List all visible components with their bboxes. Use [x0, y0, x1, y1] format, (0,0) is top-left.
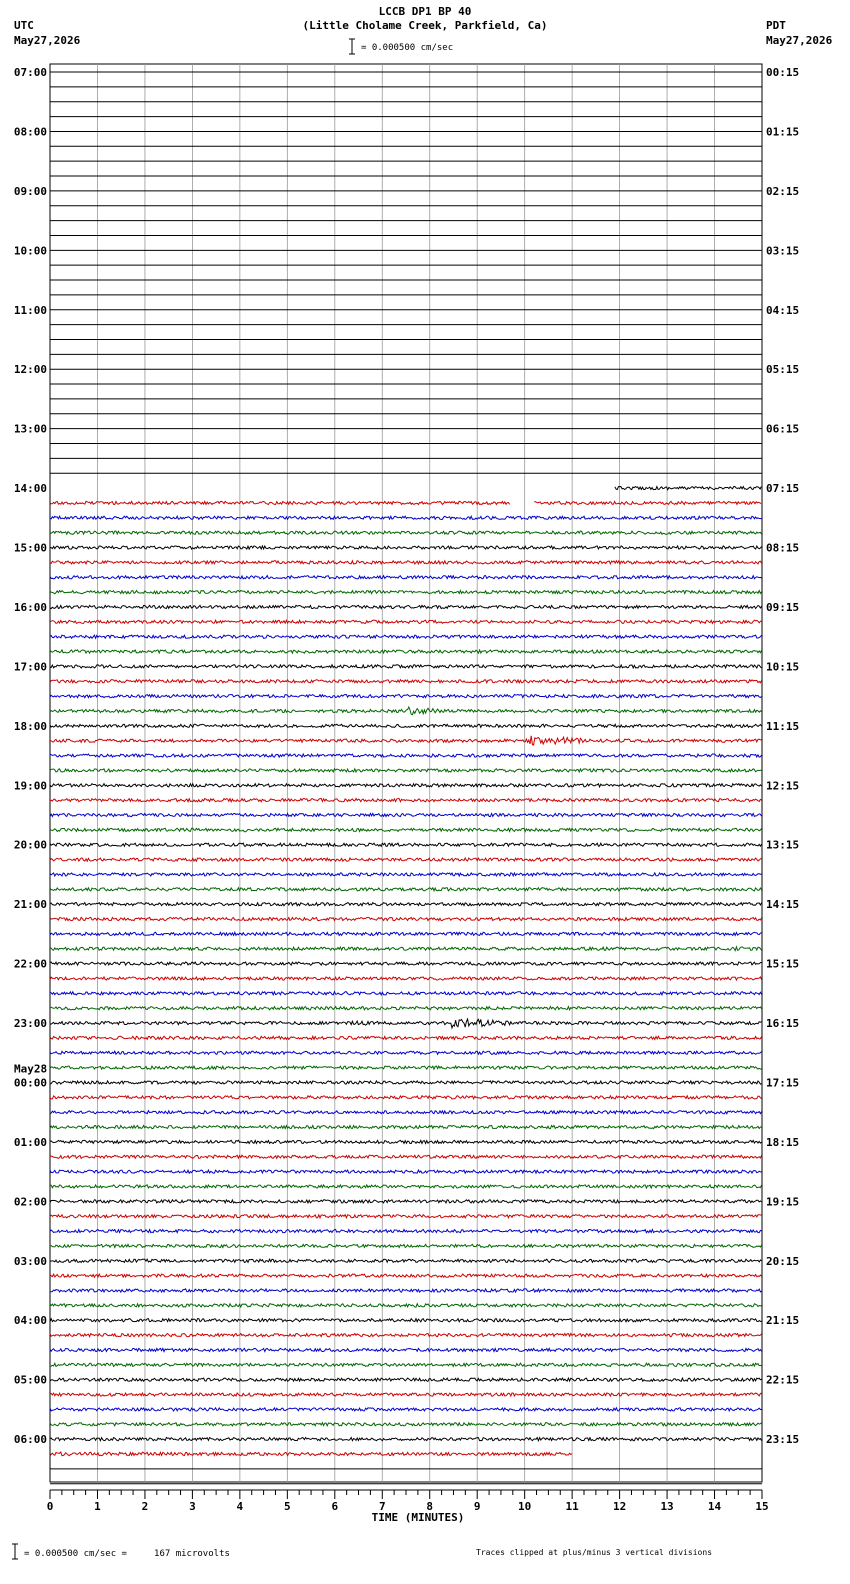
pdt-hour-label: 00:15	[766, 66, 800, 79]
utc-hour-label: 01:00	[13, 1135, 47, 1149]
utc-hour-label: 06:00	[13, 1433, 47, 1447]
utc-hour-label: 00:00	[13, 1076, 47, 1090]
utc-zone-label: UTC	[14, 19, 34, 32]
seismic-trace	[50, 516, 762, 519]
x-axis-title: TIME (MINUTES)	[371, 1511, 465, 1524]
pdt-hour-label: 10:15	[766, 660, 800, 674]
utc-hour-label: 12:00	[13, 363, 47, 377]
seismic-trace	[50, 665, 762, 668]
utc-hour-label: 23:00	[13, 1017, 47, 1031]
pdt-hour-label: 03:15	[766, 244, 800, 258]
seismic-trace	[50, 605, 762, 608]
clip-note: Traces clipped at plus/minus 3 vertical divisions	[476, 1548, 713, 1557]
pdt-hour-label: 14:15	[766, 898, 800, 912]
pdt-hour-label: 08:15	[766, 541, 800, 555]
utc-hour-label: 16:00	[13, 600, 47, 614]
seismic-trace	[50, 1007, 762, 1010]
seismic-trace	[50, 947, 762, 951]
x-tick-label: 13	[660, 1500, 674, 1513]
utc-hour-label: 05:00	[13, 1373, 47, 1387]
seismic-trace	[50, 754, 762, 757]
x-tick-label: 6	[331, 1500, 339, 1513]
seismic-trace	[50, 546, 762, 549]
utc-hour-label: 09:00	[13, 184, 47, 198]
utc-hour-label: 21:00	[13, 898, 47, 912]
seismic-trace	[50, 1304, 762, 1307]
x-axis	[47, 1490, 769, 1524]
pdt-hour-label: 13:15	[766, 838, 800, 852]
seismic-trace	[50, 1378, 762, 1381]
pdt-hour-label: 19:15	[766, 1195, 800, 1209]
date-change-label: May28	[14, 1062, 48, 1076]
utc-hour-label: 22:00	[13, 957, 47, 971]
pdt-hour-label: 15:15	[766, 957, 800, 971]
seismic-trace	[534, 501, 761, 504]
seismic-trace	[50, 828, 762, 831]
seismic-trace	[50, 992, 762, 995]
utc-hour-label: 04:00	[13, 1314, 47, 1328]
seismic-trace	[50, 1393, 762, 1396]
seismic-trace	[50, 873, 762, 876]
footer-scale-icon	[8, 1543, 22, 1561]
seismic-trace	[50, 888, 762, 891]
x-tick-label: 12	[612, 1500, 627, 1513]
seismic-trace	[50, 799, 762, 802]
x-tick-label: 0	[46, 1500, 54, 1513]
seismic-trace	[50, 1185, 762, 1188]
utc-hour-label: 15:00	[13, 541, 47, 555]
seismic-trace	[50, 591, 762, 594]
traces	[50, 72, 762, 1484]
utc-hour-label: 14:00	[13, 482, 47, 496]
seismic-trace	[50, 635, 762, 638]
seismic-trace	[50, 531, 762, 534]
pdt-hour-label: 23:15	[766, 1433, 800, 1447]
x-tick-label: 5	[284, 1500, 291, 1513]
utc-hour-label: 10:00	[13, 244, 47, 258]
seismic-trace	[50, 1096, 762, 1099]
seismic-trace	[50, 680, 762, 683]
seismic-trace	[50, 1140, 762, 1143]
utc-date-label: May27,2026	[14, 34, 81, 47]
seismic-trace	[50, 576, 762, 579]
pdt-hour-label: 17:15	[766, 1076, 800, 1090]
x-tick-label: 8	[426, 1500, 434, 1513]
seismic-trace	[50, 843, 762, 846]
x-tick-label: 4	[236, 1500, 244, 1513]
seismic-trace	[615, 487, 761, 490]
pdt-hour-label: 11:15	[766, 719, 800, 733]
plot-frame	[50, 64, 762, 1482]
pdt-hour-label: 09:15	[766, 600, 800, 614]
seismic-trace	[50, 1452, 572, 1456]
seismic-trace	[50, 1289, 762, 1292]
seismic-trace	[50, 695, 762, 698]
seismic-trace	[50, 1036, 762, 1039]
seismic-trace	[50, 1363, 762, 1366]
chart-title: LCCB DP1 BP 40	[378, 5, 472, 18]
utc-hour-label: 17:00	[13, 660, 47, 674]
seismic-trace	[50, 724, 762, 727]
seismic-trace	[50, 1066, 762, 1069]
seismic-trace	[50, 707, 762, 715]
seismic-trace	[50, 736, 762, 745]
seismic-trace	[50, 501, 510, 504]
pdt-hour-label: 18:15	[766, 1135, 800, 1149]
utc-hour-label: 20:00	[13, 838, 47, 852]
seismic-trace	[50, 1200, 762, 1203]
grid-lines	[97, 64, 714, 1482]
x-tick-label: 7	[378, 1500, 386, 1513]
utc-hour-label: 19:00	[13, 779, 47, 793]
chart-subtitle: (Little Cholame Creek, Parkfield, Ca)	[302, 19, 548, 32]
seismic-trace	[50, 1155, 762, 1158]
seismic-trace	[50, 903, 762, 906]
pdt-hour-label: 01:15	[766, 125, 800, 139]
seismic-trace	[50, 1111, 762, 1114]
pdt-date-label: May27,2026	[766, 34, 833, 47]
pdt-zone-label: PDT	[766, 19, 786, 32]
pdt-hour-label: 16:15	[766, 1017, 800, 1031]
seismic-trace	[50, 962, 762, 965]
pdt-hour-label: 21:15	[766, 1314, 800, 1328]
seismic-trace	[50, 1348, 762, 1351]
utc-hour-label: 03:00	[13, 1254, 47, 1268]
seismic-trace	[50, 1319, 762, 1322]
seismic-trace	[50, 650, 762, 653]
seismic-trace	[50, 858, 762, 861]
seismic-trace	[50, 1019, 762, 1028]
seismic-trace	[50, 1081, 762, 1084]
seismic-trace	[50, 1244, 762, 1247]
seismic-trace	[50, 1170, 762, 1173]
utc-hour-label: 07:00	[13, 66, 47, 79]
seismic-trace	[50, 1423, 762, 1426]
seismic-trace	[50, 620, 762, 623]
seismic-trace	[50, 769, 762, 772]
scale-label: = 0.000500 cm/sec	[361, 43, 454, 53]
utc-hour-label: 02:00	[13, 1195, 47, 1209]
footer-scale-label: = 0.000500 cm/sec = 167 microvolts	[24, 1549, 230, 1559]
x-tick-label: 14	[707, 1500, 722, 1513]
utc-hour-label: 13:00	[13, 422, 47, 436]
x-tick-label: 10	[518, 1500, 532, 1513]
seismic-trace	[50, 813, 762, 816]
pdt-hour-label: 06:15	[766, 422, 800, 436]
pdt-hour-label: 12:15	[766, 779, 800, 793]
utc-hour-label: 11:00	[13, 303, 47, 317]
x-tick-label: 11	[565, 1500, 579, 1513]
seismic-trace	[50, 1408, 762, 1411]
pdt-hour-label: 07:15	[766, 482, 800, 496]
x-tick-label: 3	[189, 1500, 196, 1513]
pdt-hour-label: 02:15	[766, 184, 800, 198]
x-tick-label: 15	[755, 1500, 769, 1513]
seismic-trace	[50, 977, 762, 980]
x-tick-label: 9	[473, 1500, 481, 1513]
pdt-hour-label: 22:15	[766, 1373, 800, 1387]
pdt-hour-label: 05:15	[766, 363, 800, 377]
seismic-trace	[50, 561, 762, 564]
pdt-hour-label: 20:15	[766, 1254, 800, 1268]
seismic-trace	[50, 1051, 762, 1054]
x-tick-label: 2	[141, 1500, 149, 1513]
seismic-trace	[50, 932, 762, 935]
seismic-trace	[50, 1274, 762, 1277]
pdt-hour-label: 04:15	[766, 303, 800, 317]
utc-hour-label: 08:00	[13, 125, 47, 139]
seismic-trace	[50, 1230, 762, 1233]
seismic-trace	[50, 1215, 762, 1218]
seismic-trace	[50, 1334, 762, 1337]
seismic-trace	[50, 1259, 762, 1262]
utc-hour-label: 18:00	[13, 719, 47, 733]
seismic-trace	[50, 1126, 762, 1129]
seismic-trace	[50, 784, 762, 787]
x-tick-label: 1	[94, 1500, 101, 1513]
seismic-trace	[50, 1438, 762, 1441]
seismic-trace	[50, 917, 762, 920]
